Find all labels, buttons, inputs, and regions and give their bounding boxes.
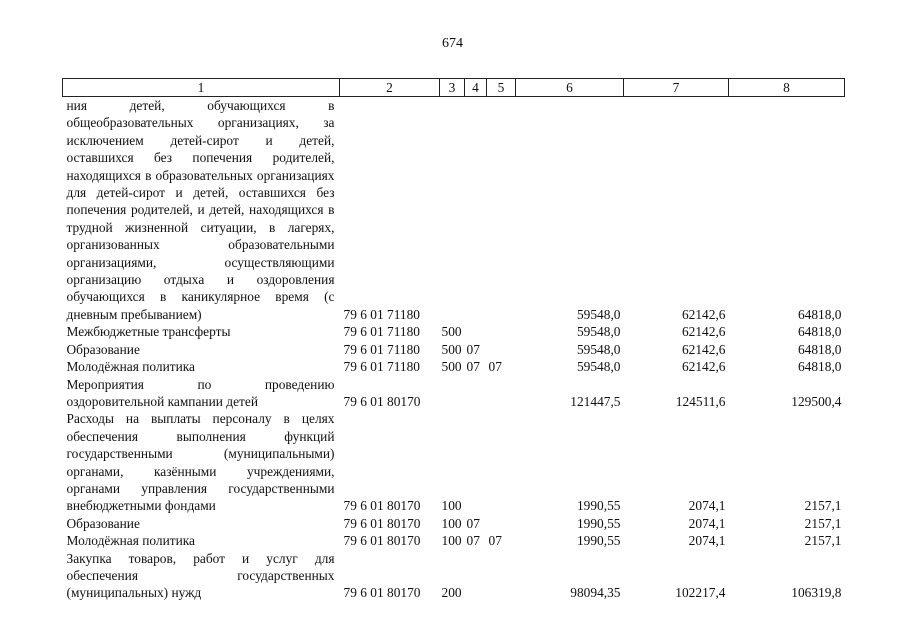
row-amount-year-3: 2157,1 <box>804 533 842 549</box>
column-header-7: 7 <box>624 79 729 97</box>
row-subsection <box>487 376 516 411</box>
row-amount-year-2: 62142,6 <box>681 359 726 375</box>
row-amount-year-1: 121447,5 <box>570 393 621 409</box>
row-target-code: 79 6 01 71180 <box>343 359 420 375</box>
row-name: Образование <box>66 341 140 357</box>
row-subsection <box>487 550 516 602</box>
row-expense-type: 100 <box>441 515 462 531</box>
header-row <box>63 79 845 97</box>
row-expense-type: 100 <box>441 498 462 514</box>
row-target-code: 79 6 01 80170 <box>343 393 421 409</box>
row-section <box>465 550 487 602</box>
row-amount-year-1: 98094,35 <box>570 585 621 601</box>
row-amount-year-3: 64818,0 <box>797 324 842 340</box>
row-subsection <box>487 341 516 358</box>
row-subsection <box>487 323 516 340</box>
row-amount-year-1: 59548,0 <box>576 324 621 340</box>
row-target-code: 79 6 01 71180 <box>343 306 420 322</box>
row-expense-type: 500 <box>441 324 462 340</box>
row-amount-year-3: 64818,0 <box>797 359 842 375</box>
row-amount-year-1: 59548,0 <box>576 341 621 357</box>
row-expense-type <box>440 376 465 411</box>
column-header-8: 8 <box>729 79 845 97</box>
row-subsection: 07 <box>488 533 502 549</box>
row-amount-year-1: 59548,0 <box>576 359 621 375</box>
column-header-4: 4 <box>465 79 487 97</box>
row-amount-year-2: 62142,6 <box>681 324 726 340</box>
row-section: 07 <box>466 341 480 357</box>
row-section: 07 <box>466 515 480 531</box>
row-expense-type <box>440 97 465 324</box>
row-name: Расходы на выплаты персоналу в целях обеспечения выполнения функций государственными (муниципальными) органами, казёнными учреждениями, органами управления государственными внебюджетными фондами <box>66 411 335 514</box>
budget-table <box>62 78 845 602</box>
row-amount-year-1: 1990,55 <box>576 515 621 531</box>
row-amount-year-2: 62142,6 <box>681 341 726 357</box>
table-row <box>63 97 845 324</box>
row-subsection: 07 <box>488 359 502 375</box>
table-body <box>63 97 845 602</box>
table-row <box>63 550 845 602</box>
table-row <box>63 323 845 340</box>
row-subsection <box>487 410 516 514</box>
row-amount-year-2: 2074,1 <box>688 498 726 514</box>
table-header <box>63 79 845 97</box>
row-target-code: 79 6 01 71180 <box>343 341 420 357</box>
table-row <box>63 532 845 549</box>
row-amount-year-2: 124511,6 <box>675 393 726 409</box>
row-target-code: 79 6 01 80170 <box>343 498 421 514</box>
row-subsection <box>487 515 516 532</box>
table-row <box>63 410 845 514</box>
row-amount-year-1: 1990,55 <box>576 498 621 514</box>
row-amount-year-2: 102217,4 <box>675 585 726 601</box>
row-expense-type: 500 <box>441 341 462 357</box>
row-name: Мероприятия по проведению оздоровительной кампании детей <box>66 376 335 409</box>
row-subsection <box>487 97 516 324</box>
column-header-2: 2 <box>340 79 440 97</box>
row-name: Молодёжная политика <box>66 533 196 549</box>
row-target-code: 79 6 01 80170 <box>343 515 421 531</box>
row-section <box>465 323 487 340</box>
row-amount-year-2: 2074,1 <box>688 515 726 531</box>
page-number: 674 <box>442 36 463 51</box>
column-header-6: 6 <box>516 79 624 97</box>
column-header-1: 1 <box>63 79 340 97</box>
row-name: Межбюджетные трансферты <box>66 324 231 340</box>
row-section <box>465 376 487 411</box>
row-section: 07 <box>466 359 480 375</box>
table-row <box>63 376 845 411</box>
row-name: ния детей, обучающихся в общеобразовательных организациях, за исключением детей-сирот и детей, оставшихся без попечения родителей, находящихся в образовательных организациях для детей-сирот и детей, оставшихся без попечения родителей, и детей, находящихся в трудной жизненной ситуации, в лагерях, организованных образовательными организациями, осуществляющими организацию отдыха и оздоровления обучающихся в каникулярное время (с дневным пребыванием) <box>66 98 335 322</box>
row-amount-year-1: 59548,0 <box>576 306 621 322</box>
row-target-code: 79 6 01 80170 <box>343 585 421 601</box>
table-row <box>63 341 845 358</box>
row-name: Молодёжная политика <box>66 359 196 375</box>
row-target-code: 79 6 01 80170 <box>343 533 421 549</box>
row-amount-year-3: 64818,0 <box>797 341 842 357</box>
column-header-3: 3 <box>440 79 465 97</box>
row-name: Закупка товаров, работ и услуг для обеспечения государственных (муниципальных) нужд <box>66 550 335 601</box>
row-amount-year-1: 1990,55 <box>576 533 621 549</box>
row-expense-type: 500 <box>441 359 462 375</box>
row-expense-type: 200 <box>441 585 462 601</box>
row-amount-year-2: 62142,6 <box>681 306 726 322</box>
row-amount-year-3: 2157,1 <box>804 515 842 531</box>
row-amount-year-3: 106319,8 <box>791 585 842 601</box>
column-header-5: 5 <box>487 79 516 97</box>
row-expense-type: 100 <box>441 533 462 549</box>
row-amount-year-2: 2074,1 <box>688 533 726 549</box>
row-amount-year-3: 64818,0 <box>797 306 842 322</box>
table-row <box>63 515 845 532</box>
row-section <box>465 410 487 514</box>
row-name: Образование <box>66 515 140 531</box>
table-row <box>63 358 845 375</box>
row-section: 07 <box>466 533 480 549</box>
row-amount-year-3: 129500,4 <box>791 393 842 409</box>
row-amount-year-3: 2157,1 <box>804 498 842 514</box>
row-target-code: 79 6 01 71180 <box>343 324 420 340</box>
row-section <box>465 97 487 324</box>
